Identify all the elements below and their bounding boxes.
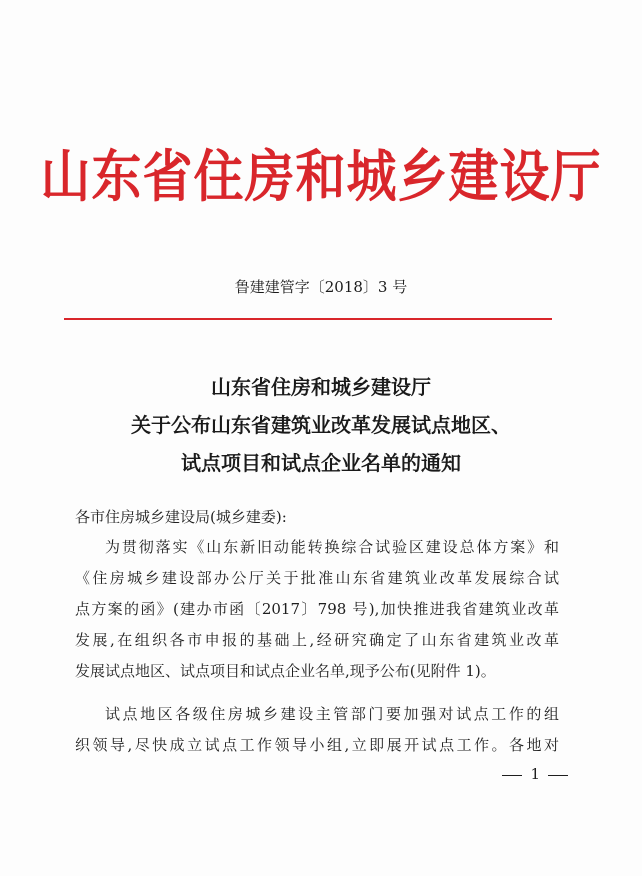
page-number-value: 1 (530, 765, 540, 783)
body-line: 发展,在组织各市申报的基础上,经研究确定了山东省建筑业改革 (75, 631, 559, 649)
body-line: 试点地区各级住房城乡建设主管部门要加强对试点工作的组 (105, 705, 559, 723)
title-line-3: 试点项目和试点企业名单的通知 (181, 451, 461, 475)
dash-left (502, 775, 522, 776)
notice-title (60, 368, 582, 482)
agency-header: 山东省住房和城乡建设厅 (40, 144, 602, 210)
title-line-2: 关于公布山东省建筑业改革发展试点地区、 (131, 413, 511, 437)
dash-right (548, 775, 568, 776)
body-line: 为贯彻落实《山东新旧动能转换综合试验区建设总体方案》和 (105, 538, 559, 556)
page-number (0, 763, 576, 785)
document-number: 鲁建建管字〔2018〕3 号 (234, 278, 408, 296)
title-line-1: 山东省住房和城乡建设厅 (211, 375, 431, 399)
body-line: 点方案的函》(建办市函〔2017〕798 号),加快推进我省建筑业改革 (75, 600, 559, 618)
salutation: 各市住房城乡建设局(城乡建委): (75, 508, 287, 526)
body-line: 《住房城乡建设部办公厅关于批准山东省建筑业改革发展综合试 (75, 569, 559, 587)
paragraph-1 (75, 532, 559, 687)
body-line: 发展试点地区、试点项目和试点企业名单,现予公布(见附件 1)。 (75, 662, 496, 680)
red-divider-line (64, 318, 552, 320)
body-text (75, 532, 559, 761)
body-line: 织领导,尽快成立试点工作领导小组,立即展开试点工作。各地对 (75, 736, 559, 754)
paragraph-2 (75, 699, 559, 761)
